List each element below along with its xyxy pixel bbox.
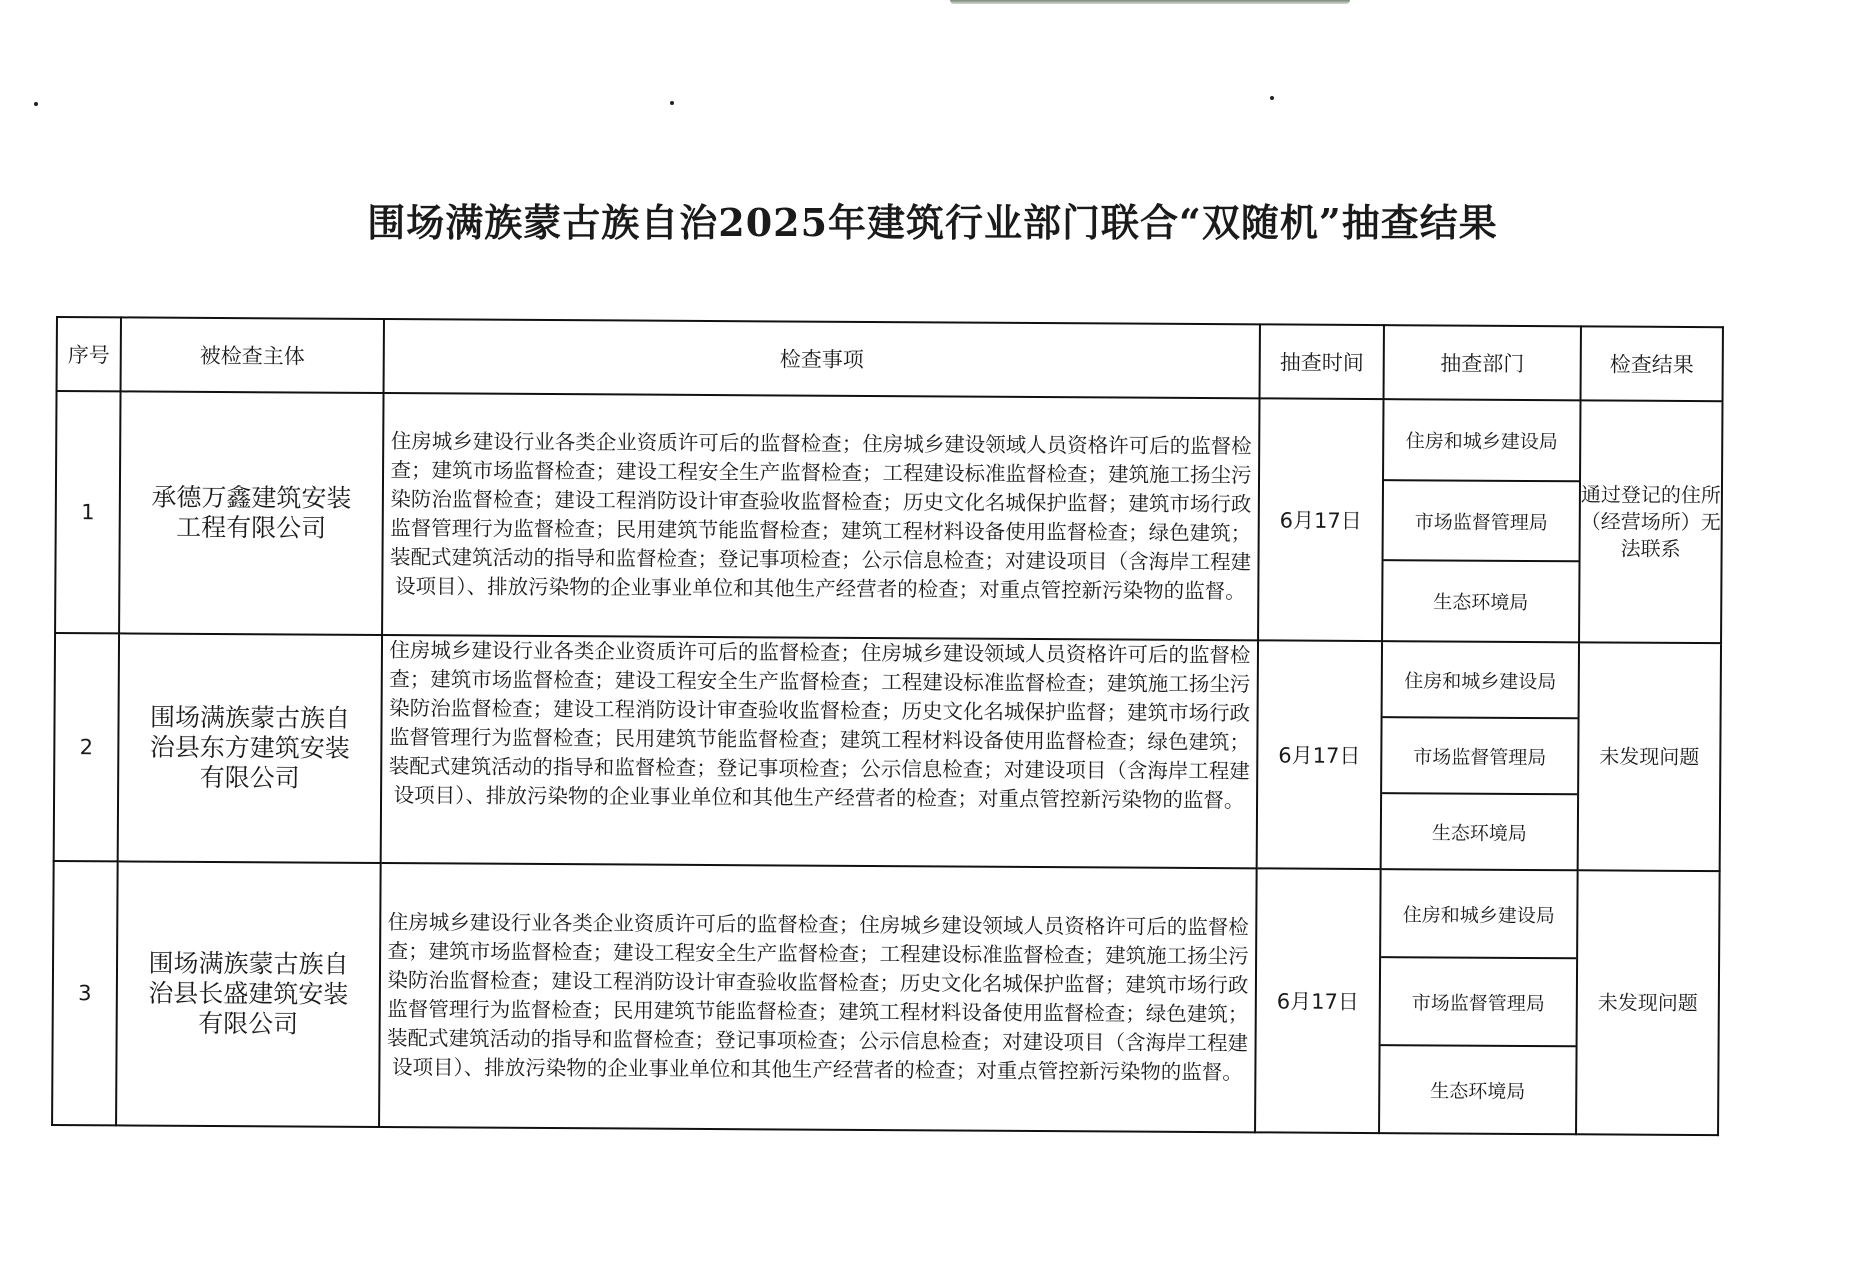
row-departments [1379,869,1578,1134]
entity-name: 围场满族蒙古族自治县长盛建筑安装有限公司 [148,948,349,1039]
department-market: 市场监督管理局 [1381,958,1577,1047]
row-entity [119,391,383,635]
table-row [52,861,1720,1135]
department-housing: 住房和城乡建设局 [1381,870,1577,959]
department-ecology: 生态环境局 [1430,1079,1526,1103]
row-inspection-items: 住房城乡建设行业各类企业资质许可后的监督检查；住房城乡建设领域人员资格许可后的监督检查；建筑市场监督检查；建设工程安全生产监督检查；工程建设标准监督检查；建筑施工扬尘污染防治监督检查；建设工程消防设计审查验收监督检查；历史文化名城保护监督；建筑市场行政监督管理行为监督检查；民用建筑节能监督检查；建筑工程材料设备使用监督检查；绿色建筑；装配式建筑活动的指导和监督检查；登记事项检查；公示信息检查；对建设项目（含海岸工程建设项目）、排放污染物的企业事业单位和其他生产经营者的检查；对重点管控新污染物的监督。 [379,863,1257,1132]
row-departments [1381,641,1579,870]
header-result: 检查结果 [1581,326,1723,401]
department-ecology: 生态环境局 [1431,821,1527,845]
table-header-row [57,317,1723,401]
header-entity: 被检查主体 [121,317,384,393]
department-housing: 住房和城乡建设局 [1384,400,1579,482]
row-index: 2 [54,633,119,861]
department-ecology: 生态环境局 [1433,591,1529,615]
header-time: 抽查时间 [1260,324,1384,399]
row-inspection-items: 住房城乡建设行业各类企业资质许可后的监督检查；住房城乡建设领域人员资格许可后的监督检查；建筑市场监督检查；建设工程安全生产监督检查；工程建设标准监督检查；建筑施工扬尘污染防治监督检查；建设工程消防设计审查验收监督检查；历史文化名城保护监督；建筑市场行政监督管理行为监督检查；民用建筑节能监督检查；建筑工程材料设备使用监督检查；绿色建筑；装配式建筑活动的指导和监督检查；登记事项检查；公示信息检查；对建设项目（含海岸工程建设项目）、排放污染物的企业事业单位和其他生产经营者的检查；对重点管控新污染物的监督。 [382,393,1259,640]
table-row [55,391,1722,643]
header-items: 检查事项 [384,319,1260,398]
department-market: 市场监督管理局 [1384,481,1579,563]
scan-dot [670,101,674,105]
row-result: 未发现问题 [1578,642,1721,871]
row-departments [1382,399,1580,642]
row-entity [116,861,381,1127]
header-index: 序号 [57,317,121,391]
document-title: 围场满族蒙古族自治2025年建筑行业部门联合“双随机”抽查结果 [367,200,1498,245]
entity-name: 围场满族蒙古族自治县东方建筑安装有限公司 [149,702,351,793]
row-index: 1 [55,391,120,633]
row-time: 6月17日 [1258,398,1383,641]
scan-edge-shadow [950,0,1350,4]
scan-dot [1270,96,1274,100]
row-result: 通过登记的住所（经营场所）无法联系 [1579,400,1722,643]
department-market: 市场监督管理局 [1382,718,1577,795]
table-row [54,633,1721,871]
row-time: 6月17日 [1257,640,1382,869]
scan-dot [34,102,38,106]
row-time: 6月17日 [1255,868,1381,1133]
inspection-results-table [51,316,1724,1136]
header-departments: 抽查部门 [1384,325,1581,400]
entity-name: 承德万鑫建筑安装工程有限公司 [151,482,352,543]
row-inspection-items: 住房城乡建设行业各类企业资质许可后的监督检查；住房城乡建设领域人员资格许可后的监督检查；建筑市场监督检查；建设工程安全生产监督检查；工程建设标准监督检查；建筑施工扬尘污染防治监督检查；建设工程消防设计审查验收监督检查；历史文化名城保护监督；建筑市场行政监督管理行为监督检查；民用建筑节能监督检查；建筑工程材料设备使用监督检查；绿色建筑；装配式建筑活动的指导和监督检查；登记事项检查；公示信息检查；对建设项目（含海岸工程建设项目）、排放污染物的企业事业单位和其他生产经营者的检查；对重点管控新污染物的监督。 [381,635,1258,868]
department-housing: 住房和城乡建设局 [1383,642,1578,719]
row-entity [118,633,382,863]
row-result: 未发现问题 [1576,870,1720,1135]
row-index: 3 [52,861,118,1125]
